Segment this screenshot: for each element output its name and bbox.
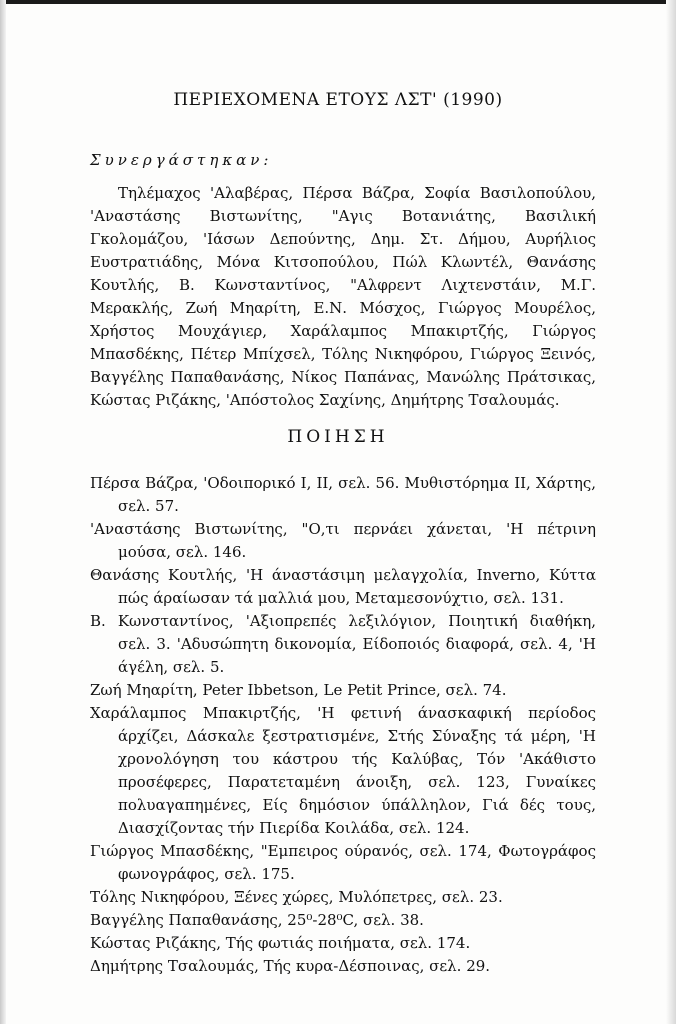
page-title: ΠΕΡΙΕΧΟΜΕΝΑ ΕΤΟΥΣ ΛΣΤ' (1990) <box>173 90 503 110</box>
contributors-heading: Συνεργάστηκαν: <box>90 151 273 169</box>
section-heading-poetry: ΠΟΙΗΣΗ <box>287 427 389 447</box>
scan-top-edge <box>0 0 676 4</box>
poetry-entry: Δημήτρης Τσαλουμάς, Τής κυρα-Δέσποινας, σελ. 29. <box>90 957 491 975</box>
poetry-entry: Ζωή Μηαρίτη, Peter Ibbetson, Le Petit Prince, σελ. 74. <box>90 681 507 699</box>
poetry-entry: 'Αναστάσης Βιστωνίτης, "Ο,τι περνάει χάνεται, 'Η πέτρινη μούσα, σελ. 146. <box>90 520 596 561</box>
poetry-entry: Πέρσα Βάζρα, 'Οδοιπορικό Ι, ΙΙ, σελ. 56. Μυθιστόρημα ΙΙ, Χάρτης, σελ. 57. <box>90 474 596 515</box>
contributors-list: Τηλέμαχος 'Αλαβέρας, Πέρσα Βάζρα, Σοφία Βασιλοπούλου, 'Αναστάσης Βιστωνίτης, "Αγις Βοτανιάτης, Βασιλική Γκολομάζου, 'Ιάσων Δεπούντης, Δημ. Στ. Δήμου, Αυρήλιος Ευστρατιάδης, Μόνα Κιτσοπούλου, Πώλ Κλωντέλ, Θανάσης Κουτλής, Β. Κωνσταντίνος, "Αλφρεντ Λιχτενστάιν, Μ.Γ. Μερακλής, Ζωή Μηαρίτη, Ε.Ν. Μόσχος, Γιώργος Μουρέλος, Χρήστος Μουχάγιερ, Χαράλαμπος Μπακιρτζής, Γιώργος Μπασδέκης, Πέτερ Μπίχσελ, Τόλης Νικηφόρου, Γιώργος Ξεινός, Βαγγέλης Παπαθανάσης, Νίκος Παπάνας, Μανώλης Πράτσικας, Κώστας Ριζάκης, 'Απόστολος Σαχίνης, Δημήτρης Τσαλουμάς. <box>90 184 596 409</box>
scan-binding-edge <box>0 0 6 1024</box>
poetry-entry: Κώστας Ριζάκης, Τής φωτιάς ποιήματα, σελ. 174. <box>90 934 471 952</box>
poetry-entries <box>90 472 596 978</box>
poetry-entry: Β. Κωνσταντίνος, 'Αξιοπρεπές λεξιλόγιον, Ποιητική διαθήκη, σελ. 3. 'Αδυσώπητη δικονομία, Είδοποιός διαφορά, σελ. 4, 'Η άγέλη, σελ. 5. <box>90 612 596 676</box>
poetry-entry: Γιώργος Μπασδέκης, "Εμπειρος ούρανός, σελ. 174, Φωτογράφος φωνογράφος, σελ. 175. <box>90 842 596 883</box>
poetry-entry: Θανάσης Κουτλής, 'Η άναστάσιμη μελαγχολία, Inverno, Κύττα πώς άραίωσαν τά μαλλιά μου, Μεταμεσονύχτιο, σελ. 131. <box>90 566 596 607</box>
poetry-entry: Τόλης Νικηφόρου, Ξένες χώρες, Μυλόπετρες, σελ. 23. <box>90 888 503 906</box>
scan-right-edge <box>666 0 676 1024</box>
poetry-entry: Βαγγέλης Παπαθανάσης, 25⁰-28⁰C, σελ. 38. <box>90 911 424 929</box>
poetry-entry: Χαράλαμπος Μπακιρτζής, 'Η φετινή άνασκαφική περίοδος άρχίζει, Δάσκαλε ξεστρατισμένε, Στής Σύναξης τά μέρη, 'Η χρονολόγηση του κάστρου τής Καλύβας, Τόν 'Ακάθιστο προσέφερες, Παρατεταμένη άνοιξη, σελ. 123, Γυναίκες πολυαγαπημένες, Είς δημόσιον ύπάλληλον, Γιά δές τους, Διασχίζοντας τήν Πιερίδα Κοιλάδα, σελ. 124. <box>90 704 596 837</box>
